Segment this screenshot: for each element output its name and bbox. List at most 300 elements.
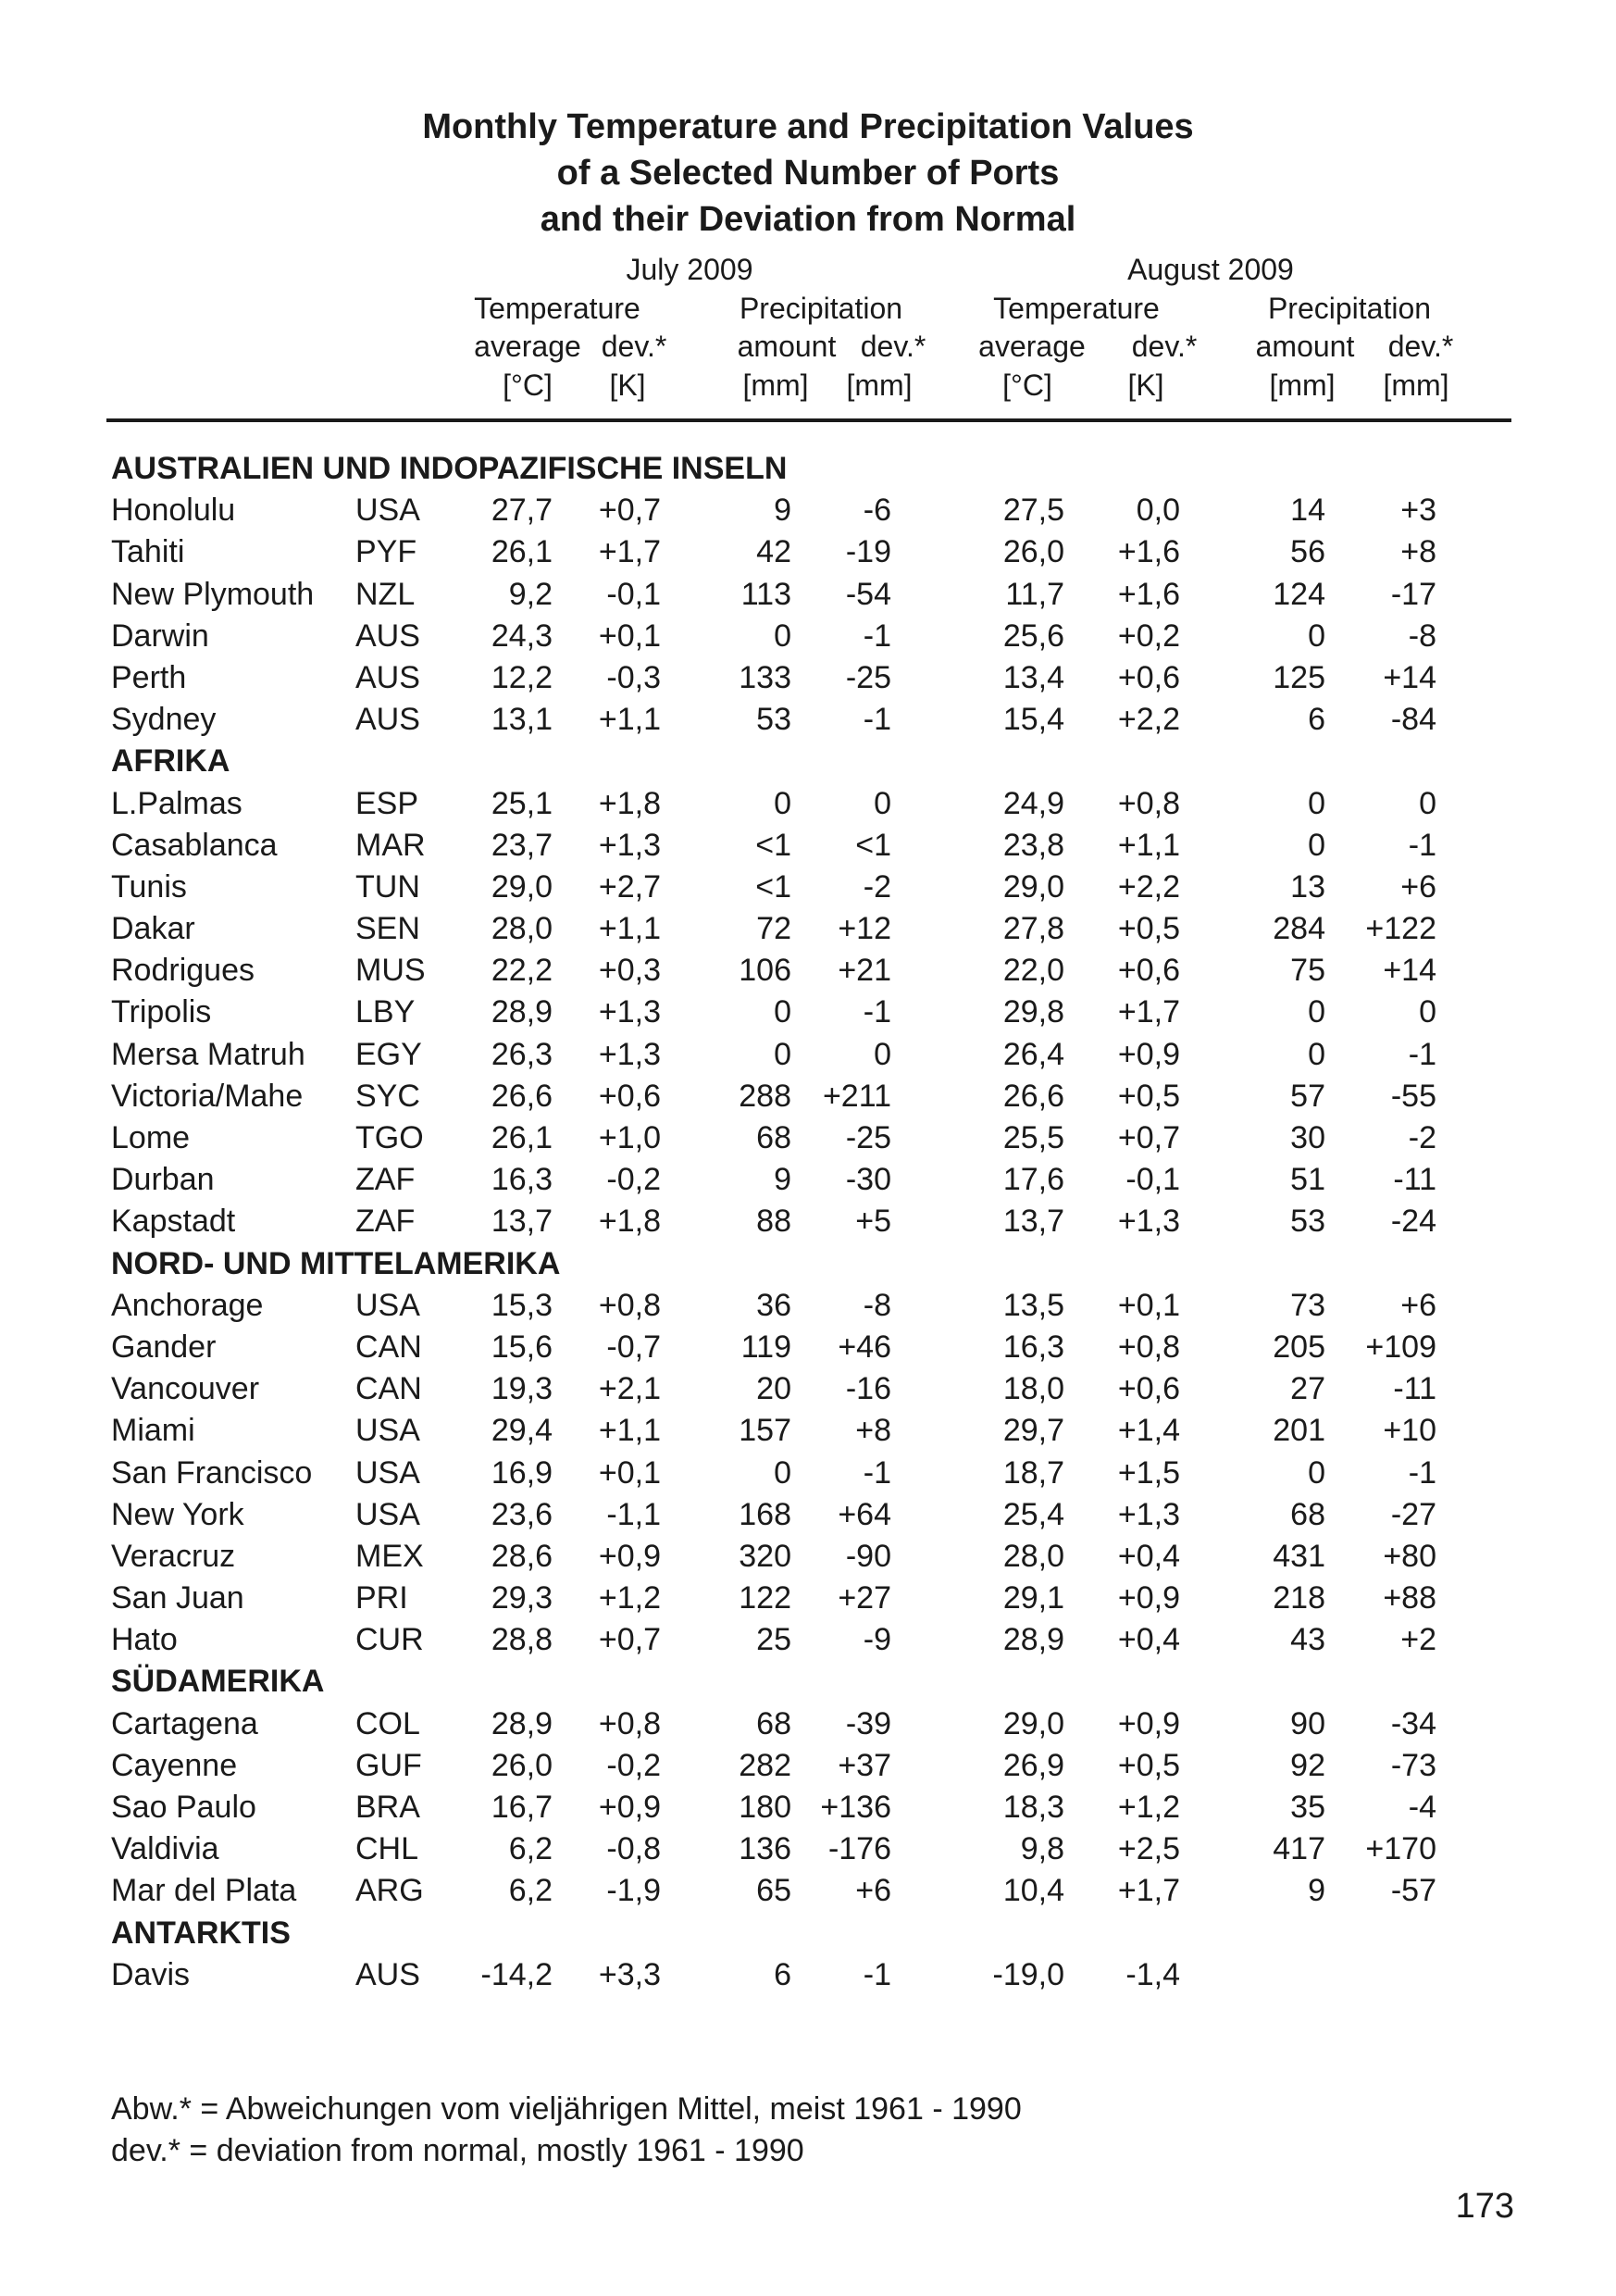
cell-jul-prec-amount: 6 xyxy=(774,1956,791,1992)
cell-aug-temp-avg: 29,1 xyxy=(1002,1580,1064,1616)
country-code: NZL xyxy=(355,576,416,612)
cell-aug-prec-amount: 0 xyxy=(1308,1454,1325,1491)
port-name: Miami xyxy=(111,1413,195,1449)
cell-jul-prec-amount: 122 xyxy=(739,1580,791,1616)
header-average-august: average xyxy=(978,330,1086,363)
cell-aug-temp-avg: 18,3 xyxy=(1002,1790,1064,1825)
table-row xyxy=(0,1201,1616,1242)
cell-aug-temp-avg: 25,6 xyxy=(1002,618,1064,654)
cell-aug-prec-amount: 284 xyxy=(1273,911,1325,947)
cell-aug-temp-avg: 26,0 xyxy=(1002,534,1064,570)
cell-aug-prec-dev: +8 xyxy=(1400,534,1436,570)
port-name: Honolulu xyxy=(111,493,236,529)
table-row xyxy=(0,1327,1616,1368)
country-code: PYF xyxy=(355,534,417,570)
cell-jul-temp-avg: 26,1 xyxy=(491,534,553,570)
cell-jul-temp-dev: -0,8 xyxy=(606,1831,661,1867)
cell-aug-prec-amount: 431 xyxy=(1273,1538,1325,1574)
cell-aug-temp-avg: 24,9 xyxy=(1002,785,1064,821)
cell-aug-temp-dev: +0,8 xyxy=(1117,1329,1180,1365)
country-code: MEX xyxy=(355,1538,424,1574)
table-row xyxy=(0,616,1616,657)
table-row xyxy=(0,1619,1616,1661)
cell-jul-temp-avg: 28,9 xyxy=(491,994,553,1030)
cell-aug-temp-avg: 23,8 xyxy=(1002,827,1064,863)
cell-jul-temp-avg: 28,0 xyxy=(491,911,553,947)
cell-aug-temp-dev: +2,2 xyxy=(1117,702,1180,738)
cell-aug-temp-dev: +1,7 xyxy=(1117,1873,1180,1909)
cell-jul-temp-dev: +0,3 xyxy=(598,953,661,989)
port-name: Sao Paulo xyxy=(111,1790,256,1825)
cell-jul-prec-dev: -30 xyxy=(845,1162,891,1198)
header-unit-k-july: [K] xyxy=(609,368,646,402)
cell-aug-prec-amount: 14 xyxy=(1290,493,1325,529)
cell-aug-prec-amount: 0 xyxy=(1308,827,1325,863)
cell-jul-temp-avg: 9,2 xyxy=(508,576,553,612)
cell-aug-prec-amount: 56 xyxy=(1290,534,1325,570)
cell-jul-temp-dev: +1,3 xyxy=(598,1036,661,1072)
cell-aug-prec-amount: 6 xyxy=(1308,702,1325,738)
cell-jul-temp-dev: +0,9 xyxy=(598,1790,661,1825)
cell-aug-prec-dev: -1 xyxy=(1408,1036,1436,1072)
cell-jul-temp-dev: +3,3 xyxy=(598,1956,661,1992)
table-row xyxy=(0,1368,1616,1410)
cell-aug-temp-avg: 13,7 xyxy=(1002,1204,1064,1240)
header-august: August 2009 xyxy=(1127,253,1294,286)
cell-aug-prec-amount: 30 xyxy=(1290,1120,1325,1155)
table-row xyxy=(0,1787,1616,1828)
section-heading xyxy=(0,448,1616,490)
table-row xyxy=(0,1703,1616,1745)
header-unit-k-august: [K] xyxy=(1127,368,1164,402)
cell-jul-prec-amount: 0 xyxy=(774,994,791,1030)
cell-aug-prec-amount: 9 xyxy=(1308,1873,1325,1909)
cell-jul-prec-dev: <1 xyxy=(855,827,891,863)
cell-jul-temp-avg: 26,0 xyxy=(491,1747,553,1783)
country-code: PRI xyxy=(355,1580,408,1616)
cell-jul-temp-avg: 26,1 xyxy=(491,1120,553,1155)
cell-jul-prec-dev: +12 xyxy=(838,911,891,947)
table-row xyxy=(0,1870,1616,1912)
country-code: SEN xyxy=(355,911,420,947)
cell-jul-prec-amount: 136 xyxy=(739,1831,791,1867)
cell-jul-temp-avg: 24,3 xyxy=(491,618,553,654)
port-name: Tunis xyxy=(111,868,187,905)
cell-aug-temp-avg: 13,5 xyxy=(1002,1287,1064,1323)
port-name: New Plymouth xyxy=(111,576,315,612)
section-label: AUSTRALIEN UND INDOPAZIFISCHE INSELN xyxy=(111,451,788,486)
cell-jul-prec-amount: 68 xyxy=(756,1705,791,1741)
cell-aug-temp-avg: 11,7 xyxy=(1005,576,1064,612)
cell-aug-temp-avg: 15,4 xyxy=(1002,702,1064,738)
cell-aug-temp-dev: +0,9 xyxy=(1117,1705,1180,1741)
cell-jul-prec-dev: -19 xyxy=(845,534,891,570)
cell-aug-prec-amount: 0 xyxy=(1308,618,1325,654)
cell-aug-temp-dev: +0,6 xyxy=(1117,953,1180,989)
cell-aug-temp-dev: +1,7 xyxy=(1117,994,1180,1030)
cell-aug-prec-amount: 75 xyxy=(1290,953,1325,989)
port-name: Cartagena xyxy=(111,1705,258,1741)
cell-jul-prec-amount: 180 xyxy=(739,1790,791,1825)
table-row xyxy=(0,1034,1616,1076)
cell-aug-prec-dev: -4 xyxy=(1408,1790,1436,1825)
cell-jul-prec-amount: 106 xyxy=(739,953,791,989)
cell-aug-temp-avg: 27,8 xyxy=(1002,911,1064,947)
header-precipitation-august: Precipitation xyxy=(1267,292,1432,325)
country-code: CHL xyxy=(355,1831,419,1867)
cell-jul-prec-dev: -25 xyxy=(845,659,891,695)
cell-jul-prec-dev: -54 xyxy=(845,576,891,612)
cell-jul-prec-amount: 25 xyxy=(756,1622,791,1658)
country-code: USA xyxy=(355,1454,420,1491)
cell-aug-prec-amount: 43 xyxy=(1290,1622,1325,1658)
cell-jul-prec-amount: 119 xyxy=(740,1329,791,1365)
cell-aug-prec-dev: -11 xyxy=(1393,1371,1436,1407)
cell-aug-prec-dev: +170 xyxy=(1365,1831,1436,1867)
cell-aug-temp-avg: 29,0 xyxy=(1002,1705,1064,1741)
cell-aug-temp-avg: 18,0 xyxy=(1002,1371,1064,1407)
data-table-body xyxy=(0,448,1616,1996)
cell-aug-prec-dev: -8 xyxy=(1408,618,1436,654)
cell-aug-temp-dev: +0,6 xyxy=(1117,659,1180,695)
cell-aug-temp-dev: +0,5 xyxy=(1117,1747,1180,1783)
country-code: ESP xyxy=(355,785,419,821)
country-code: USA xyxy=(355,1287,420,1323)
cell-jul-temp-avg: -14,2 xyxy=(480,1956,553,1992)
cell-aug-temp-dev: +0,4 xyxy=(1117,1538,1180,1574)
cell-aug-prec-amount: 417 xyxy=(1273,1831,1325,1867)
table-row xyxy=(0,1745,1616,1787)
country-code: AUS xyxy=(355,659,420,695)
cell-aug-temp-avg: 29,7 xyxy=(1002,1413,1064,1449)
cell-jul-temp-dev: +1,1 xyxy=(598,702,661,738)
cell-aug-temp-avg: 27,5 xyxy=(1002,493,1064,529)
port-name: Perth xyxy=(111,659,187,695)
header-dev-temp-july: dev.* xyxy=(601,330,667,363)
country-code: USA xyxy=(355,1496,420,1532)
header-amount-july: amount xyxy=(737,330,837,363)
cell-aug-temp-dev: +2,5 xyxy=(1117,1831,1180,1867)
table-row xyxy=(0,1159,1616,1201)
table-row xyxy=(0,908,1616,950)
cell-aug-temp-dev: +1,2 xyxy=(1117,1790,1180,1825)
cell-aug-temp-avg: 25,4 xyxy=(1002,1496,1064,1532)
cell-jul-temp-avg: 23,7 xyxy=(491,827,553,863)
cell-aug-prec-amount: 73 xyxy=(1290,1287,1325,1323)
cell-aug-temp-dev: +0,9 xyxy=(1117,1580,1180,1616)
header-unit-mm-dev-july: [mm] xyxy=(846,368,913,402)
cell-aug-prec-dev: -84 xyxy=(1390,702,1436,738)
cell-jul-temp-avg: 25,1 xyxy=(491,785,553,821)
cell-jul-temp-dev: +0,8 xyxy=(598,1287,661,1323)
country-code: ARG xyxy=(355,1873,424,1909)
cell-aug-temp-dev: +0,5 xyxy=(1117,1078,1180,1114)
header-dev-temp-august: dev.* xyxy=(1131,330,1198,363)
port-name: Mersa Matruh xyxy=(111,1036,305,1072)
cell-aug-prec-dev: 0 xyxy=(1419,785,1436,821)
country-code: SYC xyxy=(355,1078,420,1114)
section-heading xyxy=(0,1243,1616,1285)
cell-jul-prec-dev: -9 xyxy=(863,1622,891,1658)
cell-jul-temp-avg: 28,8 xyxy=(491,1622,553,1658)
cell-jul-prec-dev: -1 xyxy=(863,1454,891,1491)
cell-jul-prec-amount: 168 xyxy=(739,1496,791,1532)
cell-aug-prec-amount: 57 xyxy=(1290,1078,1325,1114)
table-row xyxy=(0,992,1616,1033)
header-amount-august: amount xyxy=(1255,330,1355,363)
header-unit-c-july: [°C] xyxy=(503,368,553,402)
section-label: AFRIKA xyxy=(111,743,230,780)
cell-jul-prec-amount: 320 xyxy=(739,1538,791,1574)
cell-jul-temp-dev: +0,1 xyxy=(598,618,661,654)
cell-aug-temp-dev: +1,3 xyxy=(1117,1496,1180,1532)
cell-jul-prec-dev: -1 xyxy=(863,1956,891,1992)
port-name: New York xyxy=(111,1496,244,1532)
header-rule xyxy=(106,418,1511,422)
cell-jul-prec-amount: 282 xyxy=(739,1747,791,1783)
cell-jul-prec-amount: 72 xyxy=(756,911,791,947)
table-row xyxy=(0,1410,1616,1452)
cell-jul-prec-amount: <1 xyxy=(755,827,791,863)
cell-jul-temp-avg: 23,6 xyxy=(491,1496,553,1532)
cell-aug-prec-dev: +122 xyxy=(1365,911,1436,947)
cell-aug-prec-amount: 201 xyxy=(1273,1413,1325,1449)
country-code: USA xyxy=(355,1413,420,1449)
cell-jul-prec-dev: -6 xyxy=(863,493,891,529)
port-name: San Francisco xyxy=(111,1454,313,1491)
title-line-2: of a Selected Number of Ports xyxy=(556,154,1060,193)
cell-jul-temp-dev: +0,9 xyxy=(598,1538,661,1574)
cell-jul-temp-avg: 16,7 xyxy=(491,1790,553,1825)
port-name: Durban xyxy=(111,1162,215,1198)
cell-aug-prec-dev: -2 xyxy=(1408,1120,1436,1155)
cell-jul-temp-avg: 22,2 xyxy=(491,953,553,989)
header-dev-prec-july: dev.* xyxy=(860,330,926,363)
cell-jul-prec-dev: +27 xyxy=(838,1580,891,1616)
cell-jul-temp-avg: 29,4 xyxy=(491,1413,553,1449)
cell-jul-temp-avg: 27,7 xyxy=(491,493,553,529)
cell-jul-prec-amount: 9 xyxy=(774,1162,791,1198)
cell-aug-temp-avg: 16,3 xyxy=(1002,1329,1064,1365)
cell-aug-temp-avg: 26,9 xyxy=(1002,1747,1064,1783)
country-code: AUS xyxy=(355,702,420,738)
cell-aug-prec-amount: 68 xyxy=(1290,1496,1325,1532)
cell-jul-temp-dev: +0,7 xyxy=(598,493,661,529)
table-row xyxy=(0,867,1616,908)
cell-jul-prec-dev: +136 xyxy=(820,1790,891,1825)
cell-aug-prec-dev: +88 xyxy=(1383,1580,1436,1616)
cell-jul-prec-amount: 68 xyxy=(756,1120,791,1155)
cell-jul-prec-amount: 288 xyxy=(739,1078,791,1114)
cell-jul-temp-avg: 15,6 xyxy=(491,1329,553,1365)
cell-jul-prec-dev: -90 xyxy=(845,1538,891,1574)
cell-aug-temp-dev: +0,7 xyxy=(1117,1120,1180,1155)
cell-aug-temp-dev: 0,0 xyxy=(1136,493,1180,529)
cell-aug-temp-dev: +1,4 xyxy=(1117,1413,1180,1449)
cell-aug-prec-dev: -17 xyxy=(1390,576,1436,612)
cell-aug-temp-dev: +0,1 xyxy=(1117,1287,1180,1323)
cell-jul-prec-dev: +5 xyxy=(855,1204,891,1240)
header-unit-mm-dev-august: [mm] xyxy=(1383,368,1449,402)
cell-aug-temp-dev: -1,4 xyxy=(1125,1956,1180,1992)
cell-aug-temp-avg: 10,4 xyxy=(1002,1873,1064,1909)
cell-aug-prec-amount: 0 xyxy=(1308,785,1325,821)
cell-jul-prec-dev: -39 xyxy=(845,1705,891,1741)
cell-jul-temp-avg: 16,9 xyxy=(491,1454,553,1491)
cell-aug-prec-dev: +6 xyxy=(1400,1287,1436,1323)
cell-jul-prec-amount: 20 xyxy=(756,1371,791,1407)
cell-jul-prec-dev: -2 xyxy=(863,868,891,905)
cell-aug-prec-amount: 53 xyxy=(1290,1204,1325,1240)
cell-jul-temp-dev: -0,2 xyxy=(606,1162,661,1198)
port-name: Kapstadt xyxy=(111,1204,236,1240)
cell-aug-temp-dev: +0,5 xyxy=(1117,911,1180,947)
cell-aug-temp-dev: +0,8 xyxy=(1117,785,1180,821)
footnote-german: Abw.* = Abweichungen vom vieljährigen Mittel, meist 1961 - 1990 xyxy=(111,2091,1022,2127)
cell-aug-temp-avg: -19,0 xyxy=(992,1956,1064,1992)
country-code: EGY xyxy=(355,1036,422,1072)
cell-aug-prec-dev: +2 xyxy=(1400,1622,1436,1658)
country-code: MAR xyxy=(355,827,426,863)
cell-jul-prec-dev: +46 xyxy=(838,1329,891,1365)
section-label: NORD- UND MITTELAMERIKA xyxy=(111,1245,561,1281)
header-temperature-july: Temperature xyxy=(474,292,640,325)
cell-jul-temp-dev: +0,1 xyxy=(598,1454,661,1491)
cell-aug-temp-dev: +0,2 xyxy=(1117,618,1180,654)
table-row xyxy=(0,1117,1616,1159)
cell-aug-prec-amount: 27 xyxy=(1290,1371,1325,1407)
cell-jul-temp-dev: +1,3 xyxy=(598,827,661,863)
table-row xyxy=(0,1828,1616,1870)
cell-aug-temp-avg: 29,0 xyxy=(1002,868,1064,905)
cell-aug-prec-amount: 13 xyxy=(1290,868,1325,905)
port-name: Cayenne xyxy=(111,1747,238,1783)
cell-jul-prec-dev: +64 xyxy=(838,1496,891,1532)
port-name: Casablanca xyxy=(111,827,278,863)
port-name: L.Palmas xyxy=(111,785,242,821)
cell-aug-prec-dev: -34 xyxy=(1390,1705,1436,1741)
country-code: ZAF xyxy=(355,1204,416,1240)
cell-aug-prec-dev: -1 xyxy=(1408,827,1436,863)
section-label: SÜDAMERIKA xyxy=(111,1664,325,1700)
country-code: USA xyxy=(355,493,420,529)
cell-jul-temp-avg: 6,2 xyxy=(508,1831,553,1867)
table-row xyxy=(0,531,1616,573)
country-code: TUN xyxy=(355,868,420,905)
cell-jul-temp-dev: +1,0 xyxy=(598,1120,661,1155)
country-code: GUF xyxy=(355,1747,422,1783)
port-name: Sydney xyxy=(111,702,217,738)
cell-jul-prec-dev: -16 xyxy=(845,1371,891,1407)
header-unit-mm-july: [mm] xyxy=(742,368,809,402)
cell-aug-prec-dev: +6 xyxy=(1400,868,1436,905)
cell-jul-temp-avg: 28,9 xyxy=(491,1705,553,1741)
country-code: LBY xyxy=(355,994,416,1030)
port-name: Gander xyxy=(111,1329,217,1365)
cell-aug-temp-avg: 28,0 xyxy=(1002,1538,1064,1574)
cell-aug-temp-avg: 17,6 xyxy=(1002,1162,1064,1198)
header-average-july: average xyxy=(474,330,581,363)
cell-jul-temp-dev: -0,3 xyxy=(606,659,661,695)
port-name: Tripolis xyxy=(111,994,212,1030)
cell-aug-prec-amount: 90 xyxy=(1290,1705,1325,1741)
cell-aug-temp-dev: +1,6 xyxy=(1117,576,1180,612)
cell-aug-temp-avg: 18,7 xyxy=(1002,1454,1064,1491)
cell-jul-temp-dev: +0,6 xyxy=(598,1078,661,1114)
title-line-3: and their Deviation from Normal xyxy=(540,200,1076,239)
country-code: COL xyxy=(355,1705,420,1741)
cell-jul-prec-dev: -8 xyxy=(863,1287,891,1323)
cell-aug-temp-dev: +1,1 xyxy=(1117,827,1180,863)
country-code: AUS xyxy=(355,1956,420,1992)
header-temperature-august: Temperature xyxy=(993,292,1160,325)
table-row xyxy=(0,783,1616,825)
cell-aug-temp-avg: 13,4 xyxy=(1002,659,1064,695)
cell-jul-prec-amount: 0 xyxy=(774,618,791,654)
table-row xyxy=(0,950,1616,992)
header-july: July 2009 xyxy=(626,253,753,286)
table-row xyxy=(0,699,1616,741)
cell-aug-prec-dev: -73 xyxy=(1390,1747,1436,1783)
port-name: Tahiti xyxy=(111,534,185,570)
cell-aug-prec-amount: 35 xyxy=(1290,1790,1325,1825)
table-row xyxy=(0,1494,1616,1536)
section-heading xyxy=(0,741,1616,782)
cell-jul-temp-avg: 19,3 xyxy=(491,1371,553,1407)
port-name: Valdivia xyxy=(111,1831,219,1867)
table-row xyxy=(0,1076,1616,1117)
cell-jul-prec-amount: 0 xyxy=(774,1036,791,1072)
cell-aug-prec-dev: -24 xyxy=(1390,1204,1436,1240)
cell-jul-prec-dev: 0 xyxy=(874,1036,891,1072)
cell-aug-prec-amount: 51 xyxy=(1290,1162,1325,1198)
cell-aug-prec-dev: 0 xyxy=(1419,994,1436,1030)
header-unit-c-august: [°C] xyxy=(1002,368,1052,402)
table-row xyxy=(0,490,1616,531)
footnote-english: dev.* = deviation from normal, mostly 1961 - 1990 xyxy=(111,2133,804,2168)
cell-jul-prec-dev: -1 xyxy=(863,702,891,738)
cell-jul-temp-avg: 15,3 xyxy=(491,1287,553,1323)
cell-jul-prec-amount: 42 xyxy=(756,534,791,570)
cell-aug-prec-dev: +3 xyxy=(1400,493,1436,529)
country-code: AUS xyxy=(355,618,420,654)
cell-aug-temp-dev: +1,3 xyxy=(1117,1204,1180,1240)
port-name: Hato xyxy=(111,1622,178,1658)
port-name: San Juan xyxy=(111,1580,244,1616)
cell-aug-prec-dev: -1 xyxy=(1408,1454,1436,1491)
cell-aug-temp-dev: +1,6 xyxy=(1117,534,1180,570)
header-dev-prec-august: dev.* xyxy=(1387,330,1454,363)
country-code: TGO xyxy=(355,1120,424,1155)
cell-aug-temp-dev: +2,2 xyxy=(1117,868,1180,905)
cell-aug-prec-amount: 124 xyxy=(1273,576,1325,612)
cell-jul-prec-dev: +37 xyxy=(838,1747,891,1783)
cell-aug-prec-dev: +109 xyxy=(1365,1329,1436,1365)
cell-aug-temp-avg: 29,8 xyxy=(1002,994,1064,1030)
cell-jul-temp-dev: +0,7 xyxy=(598,1622,661,1658)
cell-aug-prec-dev: +80 xyxy=(1383,1538,1436,1574)
page-number: 173 xyxy=(1455,2187,1514,2226)
cell-jul-temp-dev: -1,1 xyxy=(606,1496,661,1532)
table-row xyxy=(0,1536,1616,1578)
cell-jul-temp-dev: +1,1 xyxy=(598,911,661,947)
page-title xyxy=(0,104,1616,243)
country-code: ZAF xyxy=(355,1162,416,1198)
cell-jul-temp-avg: 13,7 xyxy=(491,1204,553,1240)
cell-jul-temp-avg: 6,2 xyxy=(508,1873,553,1909)
cell-aug-prec-dev: +14 xyxy=(1383,659,1436,695)
port-name: Dakar xyxy=(111,911,195,947)
